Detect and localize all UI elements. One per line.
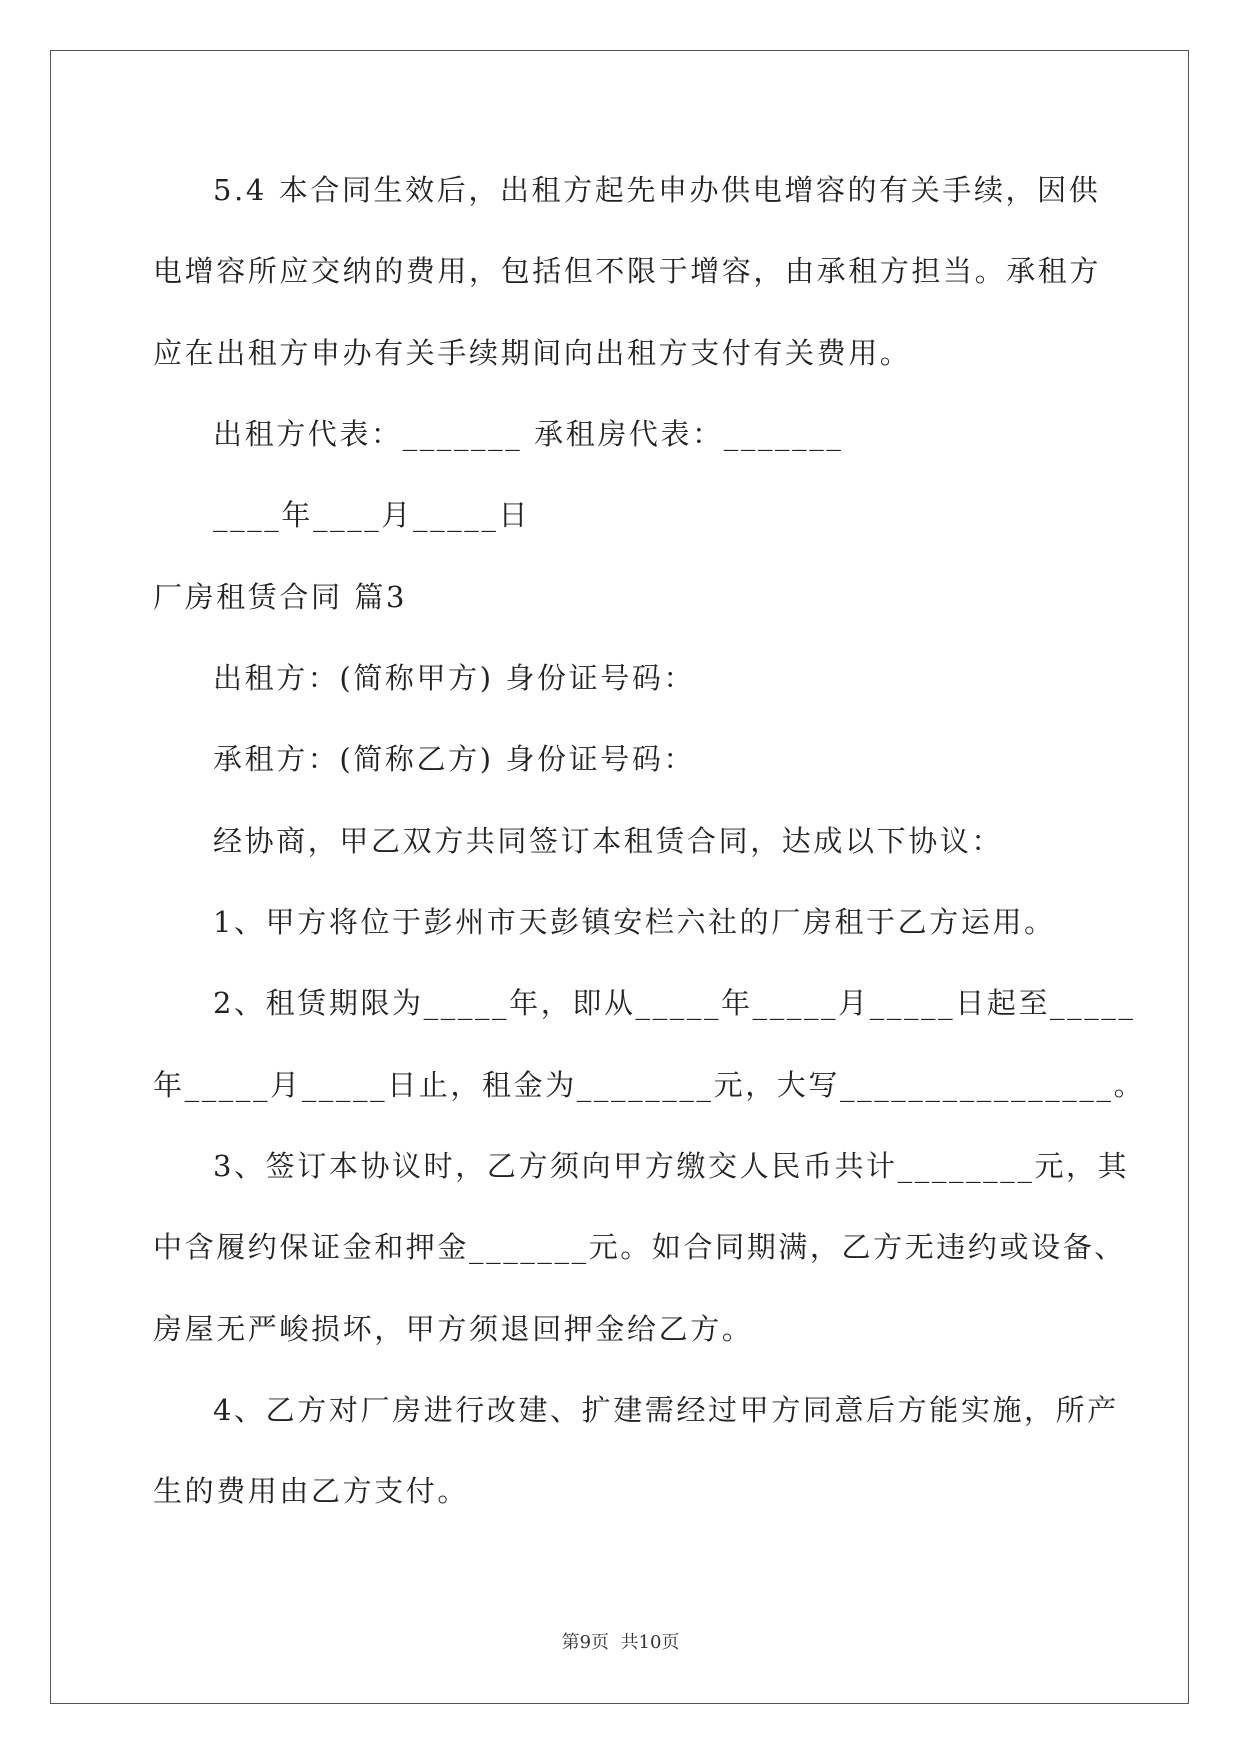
page-frame: [50, 50, 1189, 1704]
lessor-line: 出租方：(简称甲方) 身份证号码：: [213, 661, 696, 695]
clause-1: 1、甲方将位于彭州市天彭镇安栏六社的厂房租于乙方运用。: [213, 905, 1056, 939]
clause-4-line-1: 4、乙方对厂房进行改建、扩建需经过甲方同意后方能实施，所产: [213, 1393, 1119, 1427]
clause-2-line-1: 2、租赁期限为_____年，即从_____年_____月_____日起至_____: [213, 986, 1136, 1020]
agreement-intro: 经协商，甲乙双方共同签订本租赁合同，达成以下协议：: [213, 824, 1004, 858]
clause-3-line-1: 3、签订本协议时，乙方须向甲方缴交人民币共计________元，其: [213, 1149, 1130, 1183]
page-number-footer: 第9页 共10页: [561, 1632, 680, 1653]
clause-2-line-2: 年_____月_____日止，租金为________元，大写________________。: [153, 1068, 1146, 1102]
clause-3-line-3: 房屋无严峻损坏，甲方须退回押金给乙方。: [153, 1312, 754, 1346]
section-heading: 厂房租赁合同 篇3: [153, 580, 408, 614]
paragraph-5-4-line-2: 电增容所应交纳的费用，包括但不限于增容，由承租方担当。承租方: [153, 254, 1102, 288]
paragraph-5-4-line-1: 5.4 本合同生效后，出租方起先申办供电增容的有关手续，因供: [213, 173, 1101, 207]
date-line: ____年____月_____日: [213, 498, 531, 532]
representatives-signature-line: 出租方代表：_______ 承租房代表：_______: [213, 417, 844, 451]
clause-3-line-2: 中含履约保证金和押金_______元。如合同期满，乙方无违约或设备、: [153, 1230, 1126, 1264]
clause-4-line-2: 生的费用由乙方支付。: [153, 1474, 470, 1508]
lessee-line: 承租方：(简称乙方) 身份证号码：: [213, 742, 696, 776]
paragraph-5-4-line-3: 应在出租方申办有关手续期间向出租方支付有关费用。: [153, 336, 912, 370]
